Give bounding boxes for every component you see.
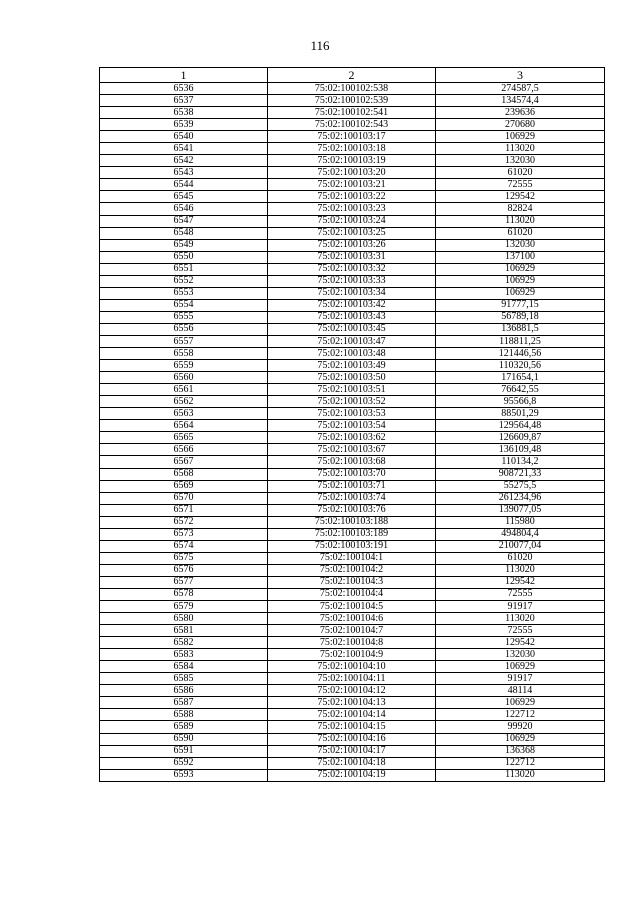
- table-row: [100, 540, 605, 552]
- value-cell: 55275,5: [436, 480, 605, 492]
- value-cell: 82824: [436, 203, 605, 215]
- row-number-cell: 6556: [100, 323, 268, 335]
- cadastral-number-cell: 75:02:100104:5: [268, 601, 436, 613]
- header-row: [100, 68, 605, 83]
- table-row: [100, 396, 605, 408]
- value-cell: 106929: [436, 697, 605, 709]
- table-row: [100, 685, 605, 697]
- value-cell: 88501,29: [436, 408, 605, 420]
- value-cell: 132030: [436, 155, 605, 167]
- table-row: [100, 528, 605, 540]
- cadastral-value-table: [99, 67, 605, 782]
- cadastral-number-cell: 75:02:100103:42: [268, 299, 436, 311]
- table-row: [100, 275, 605, 287]
- value-cell: 110320,56: [436, 360, 605, 372]
- table-row: [100, 444, 605, 456]
- table-row: [100, 552, 605, 564]
- row-number-cell: 6554: [100, 299, 268, 311]
- cadastral-number-cell: 75:02:100103:34: [268, 287, 436, 299]
- row-number-cell: 6540: [100, 131, 268, 143]
- row-number-cell: 6552: [100, 275, 268, 287]
- table-row: [100, 311, 605, 323]
- value-cell: 239636: [436, 107, 605, 119]
- value-cell: 106929: [436, 263, 605, 275]
- table-row: [100, 191, 605, 203]
- value-cell: 106929: [436, 287, 605, 299]
- value-cell: 48114: [436, 685, 605, 697]
- column-header-number: 1: [100, 68, 268, 83]
- cadastral-number-cell: 75:02:100104:19: [268, 769, 436, 781]
- table-row: [100, 287, 605, 299]
- table-row: [100, 504, 605, 516]
- value-cell: 129564,48: [436, 420, 605, 432]
- value-cell: 171654,1: [436, 372, 605, 384]
- table-row: [100, 155, 605, 167]
- row-number-cell: 6542: [100, 155, 268, 167]
- row-number-cell: 6584: [100, 661, 268, 673]
- table-row: [100, 697, 605, 709]
- table-row: [100, 360, 605, 372]
- row-number-cell: 6538: [100, 107, 268, 119]
- cadastral-number-cell: 75:02:100103:62: [268, 432, 436, 444]
- value-cell: 113020: [436, 769, 605, 781]
- table-row: [100, 564, 605, 576]
- value-cell: 129542: [436, 637, 605, 649]
- row-number-cell: 6536: [100, 83, 268, 95]
- row-number-cell: 6562: [100, 396, 268, 408]
- row-number-cell: 6560: [100, 372, 268, 384]
- row-number-cell: 6537: [100, 95, 268, 107]
- table-row: [100, 757, 605, 769]
- table-row: [100, 167, 605, 179]
- row-number-cell: 6585: [100, 673, 268, 685]
- row-number-cell: 6545: [100, 191, 268, 203]
- cadastral-number-cell: 75:02:100103:33: [268, 275, 436, 287]
- cadastral-number-cell: 75:02:100104:16: [268, 733, 436, 745]
- table-row: [100, 95, 605, 107]
- table-row: [100, 456, 605, 468]
- row-number-cell: 6547: [100, 215, 268, 227]
- value-cell: 113020: [436, 613, 605, 625]
- cadastral-number-cell: 75:02:100103:50: [268, 372, 436, 384]
- value-cell: 122712: [436, 709, 605, 721]
- table-row: [100, 673, 605, 685]
- row-number-cell: 6568: [100, 468, 268, 480]
- value-cell: 129542: [436, 576, 605, 588]
- table-row: [100, 769, 605, 781]
- table-row: [100, 625, 605, 637]
- value-cell: 210077,04: [436, 540, 605, 552]
- table-row: [100, 408, 605, 420]
- row-number-cell: 6546: [100, 203, 268, 215]
- column-header-value: 3: [436, 68, 605, 83]
- table-row: [100, 637, 605, 649]
- row-number-cell: 6553: [100, 287, 268, 299]
- value-cell: 118811,25: [436, 335, 605, 347]
- table-row: [100, 227, 605, 239]
- value-cell: 110134,2: [436, 456, 605, 468]
- value-cell: 106929: [436, 733, 605, 745]
- cadastral-number-cell: 75:02:100103:32: [268, 263, 436, 275]
- cadastral-number-cell: 75:02:100103:52: [268, 396, 436, 408]
- table-row: [100, 119, 605, 131]
- cadastral-number-cell: 75:02:100103:31: [268, 251, 436, 263]
- value-cell: 106929: [436, 275, 605, 287]
- value-cell: 126609,87: [436, 432, 605, 444]
- cadastral-number-cell: 75:02:100104:9: [268, 649, 436, 661]
- row-number-cell: 6578: [100, 588, 268, 600]
- cadastral-number-cell: 75:02:100103:53: [268, 408, 436, 420]
- cadastral-number-cell: 75:02:100103:43: [268, 311, 436, 323]
- table-row: [100, 468, 605, 480]
- table-row: [100, 613, 605, 625]
- row-number-cell: 6574: [100, 540, 268, 552]
- table-row: [100, 323, 605, 335]
- row-number-cell: 6580: [100, 613, 268, 625]
- table-row: [100, 263, 605, 275]
- value-cell: 91777,15: [436, 299, 605, 311]
- value-cell: 136109,48: [436, 444, 605, 456]
- table-row: [100, 215, 605, 227]
- value-cell: 106929: [436, 661, 605, 673]
- cadastral-number-cell: 75:02:100103:49: [268, 360, 436, 372]
- table-row: [100, 107, 605, 119]
- value-cell: 132030: [436, 649, 605, 661]
- cadastral-number-cell: 75:02:100104:2: [268, 564, 436, 576]
- row-number-cell: 6567: [100, 456, 268, 468]
- row-number-cell: 6570: [100, 492, 268, 504]
- value-cell: 270680: [436, 119, 605, 131]
- table-row: [100, 601, 605, 613]
- cadastral-number-cell: 75:02:100103:26: [268, 239, 436, 251]
- cadastral-number-cell: 75:02:100104:4: [268, 588, 436, 600]
- table-row: [100, 709, 605, 721]
- table-row: [100, 143, 605, 155]
- table-row: [100, 239, 605, 251]
- cadastral-number-cell: 75:02:100104:6: [268, 613, 436, 625]
- cadastral-number-cell: 75:02:100104:10: [268, 661, 436, 673]
- value-cell: 136368: [436, 745, 605, 757]
- cadastral-number-cell: 75:02:100102:539: [268, 95, 436, 107]
- row-number-cell: 6576: [100, 564, 268, 576]
- value-cell: 261234,96: [436, 492, 605, 504]
- row-number-cell: 6541: [100, 143, 268, 155]
- cadastral-number-cell: 75:02:100104:17: [268, 745, 436, 757]
- cadastral-number-cell: 75:02:100103:21: [268, 179, 436, 191]
- cadastral-number-cell: 75:02:100104:12: [268, 685, 436, 697]
- row-number-cell: 6571: [100, 504, 268, 516]
- value-cell: 139077,05: [436, 504, 605, 516]
- table-header: [100, 68, 605, 83]
- value-cell: 72555: [436, 588, 605, 600]
- row-number-cell: 6579: [100, 601, 268, 613]
- table-row: [100, 251, 605, 263]
- table-row: [100, 576, 605, 588]
- cadastral-number-cell: 75:02:100103:22: [268, 191, 436, 203]
- row-number-cell: 6550: [100, 251, 268, 263]
- row-number-cell: 6559: [100, 360, 268, 372]
- cadastral-number-cell: 75:02:100103:19: [268, 155, 436, 167]
- table-row: [100, 745, 605, 757]
- cadastral-number-cell: 75:02:100103:51: [268, 384, 436, 396]
- cadastral-number-cell: 75:02:100103:17: [268, 131, 436, 143]
- cadastral-number-cell: 75:02:100103:48: [268, 348, 436, 360]
- value-cell: 122712: [436, 757, 605, 769]
- value-cell: 61020: [436, 227, 605, 239]
- cadastral-number-cell: 75:02:100102:538: [268, 83, 436, 95]
- row-number-cell: 6577: [100, 576, 268, 588]
- cadastral-number-cell: 75:02:100103:23: [268, 203, 436, 215]
- value-cell: 72555: [436, 179, 605, 191]
- table-row: [100, 649, 605, 661]
- column-header-cadastral-number: 2: [268, 68, 436, 83]
- table-row: [100, 661, 605, 673]
- row-number-cell: 6569: [100, 480, 268, 492]
- row-number-cell: 6582: [100, 637, 268, 649]
- row-number-cell: 6586: [100, 685, 268, 697]
- row-number-cell: 6591: [100, 745, 268, 757]
- row-number-cell: 6566: [100, 444, 268, 456]
- cadastral-number-cell: 75:02:100104:1: [268, 552, 436, 564]
- value-cell: 113020: [436, 215, 605, 227]
- value-cell: 113020: [436, 564, 605, 576]
- page-number: 116: [310, 38, 330, 53]
- cadastral-number-cell: 75:02:100104:13: [268, 697, 436, 709]
- table-row: [100, 733, 605, 745]
- row-number-cell: 6583: [100, 649, 268, 661]
- row-number-cell: 6549: [100, 239, 268, 251]
- value-cell: 72555: [436, 625, 605, 637]
- table-row: [100, 588, 605, 600]
- value-cell: 56789,18: [436, 311, 605, 323]
- value-cell: 91917: [436, 601, 605, 613]
- cadastral-number-cell: 75:02:100103:191: [268, 540, 436, 552]
- table-row: [100, 480, 605, 492]
- row-number-cell: 6572: [100, 516, 268, 528]
- row-number-cell: 6548: [100, 227, 268, 239]
- value-cell: 76642,55: [436, 384, 605, 396]
- value-cell: 132030: [436, 239, 605, 251]
- value-cell: 106929: [436, 131, 605, 143]
- row-number-cell: 6589: [100, 721, 268, 733]
- table-row: [100, 492, 605, 504]
- cadastral-number-cell: 75:02:100103:47: [268, 335, 436, 347]
- table-row: [100, 516, 605, 528]
- row-number-cell: 6588: [100, 709, 268, 721]
- row-number-cell: 6561: [100, 384, 268, 396]
- value-cell: 136881,5: [436, 323, 605, 335]
- cadastral-number-cell: 75:02:100103:76: [268, 504, 436, 516]
- cadastral-number-cell: 75:02:100102:543: [268, 119, 436, 131]
- value-cell: 115980: [436, 516, 605, 528]
- table-row: [100, 131, 605, 143]
- value-cell: 134574,4: [436, 95, 605, 107]
- table-body: [100, 83, 605, 782]
- cadastral-number-cell: 75:02:100104:11: [268, 673, 436, 685]
- value-cell: 274587,5: [436, 83, 605, 95]
- row-number-cell: 6543: [100, 167, 268, 179]
- row-number-cell: 6565: [100, 432, 268, 444]
- table-row: [100, 432, 605, 444]
- row-number-cell: 6590: [100, 733, 268, 745]
- cadastral-number-cell: 75:02:100103:67: [268, 444, 436, 456]
- row-number-cell: 6564: [100, 420, 268, 432]
- cadastral-number-cell: 75:02:100103:188: [268, 516, 436, 528]
- row-number-cell: 6593: [100, 769, 268, 781]
- cadastral-number-cell: 75:02:100103:20: [268, 167, 436, 179]
- value-cell: 95566,8: [436, 396, 605, 408]
- table-row: [100, 179, 605, 191]
- row-number-cell: 6581: [100, 625, 268, 637]
- row-number-cell: 6563: [100, 408, 268, 420]
- cadastral-number-cell: 75:02:100104:8: [268, 637, 436, 649]
- cadastral-number-cell: 75:02:100103:189: [268, 528, 436, 540]
- value-cell: 91917: [436, 673, 605, 685]
- value-cell: 61020: [436, 552, 605, 564]
- cadastral-number-cell: 75:02:100103:74: [268, 492, 436, 504]
- cadastral-number-cell: 75:02:100103:54: [268, 420, 436, 432]
- table-row: [100, 203, 605, 215]
- cadastral-number-cell: 75:02:100103:71: [268, 480, 436, 492]
- value-cell: 137100: [436, 251, 605, 263]
- row-number-cell: 6551: [100, 263, 268, 275]
- cadastral-number-cell: 75:02:100104:3: [268, 576, 436, 588]
- value-cell: 113020: [436, 143, 605, 155]
- cadastral-number-cell: 75:02:100104:15: [268, 721, 436, 733]
- cadastral-number-cell: 75:02:100103:68: [268, 456, 436, 468]
- cadastral-number-cell: 75:02:100103:25: [268, 227, 436, 239]
- cadastral-number-cell: 75:02:100104:18: [268, 757, 436, 769]
- table-row: [100, 83, 605, 95]
- table-row: [100, 721, 605, 733]
- table-row: [100, 335, 605, 347]
- row-number-cell: 6544: [100, 179, 268, 191]
- row-number-cell: 6587: [100, 697, 268, 709]
- table-row: [100, 420, 605, 432]
- value-cell: 121446,56: [436, 348, 605, 360]
- row-number-cell: 6573: [100, 528, 268, 540]
- table-row: [100, 372, 605, 384]
- cadastral-number-cell: 75:02:100103:45: [268, 323, 436, 335]
- value-cell: 61020: [436, 167, 605, 179]
- value-cell: 908721,33: [436, 468, 605, 480]
- value-cell: 129542: [436, 191, 605, 203]
- table-row: [100, 348, 605, 360]
- row-number-cell: 6575: [100, 552, 268, 564]
- cadastral-number-cell: 75:02:100104:14: [268, 709, 436, 721]
- table-row: [100, 384, 605, 396]
- cadastral-number-cell: 75:02:100102:541: [268, 107, 436, 119]
- row-number-cell: 6555: [100, 311, 268, 323]
- table-row: [100, 299, 605, 311]
- row-number-cell: 6558: [100, 348, 268, 360]
- cadastral-number-cell: 75:02:100103:70: [268, 468, 436, 480]
- row-number-cell: 6539: [100, 119, 268, 131]
- value-cell: 494804,4: [436, 528, 605, 540]
- row-number-cell: 6557: [100, 335, 268, 347]
- cadastral-number-cell: 75:02:100104:7: [268, 625, 436, 637]
- cadastral-number-cell: 75:02:100103:24: [268, 215, 436, 227]
- row-number-cell: 6592: [100, 757, 268, 769]
- value-cell: 99920: [436, 721, 605, 733]
- cadastral-number-cell: 75:02:100103:18: [268, 143, 436, 155]
